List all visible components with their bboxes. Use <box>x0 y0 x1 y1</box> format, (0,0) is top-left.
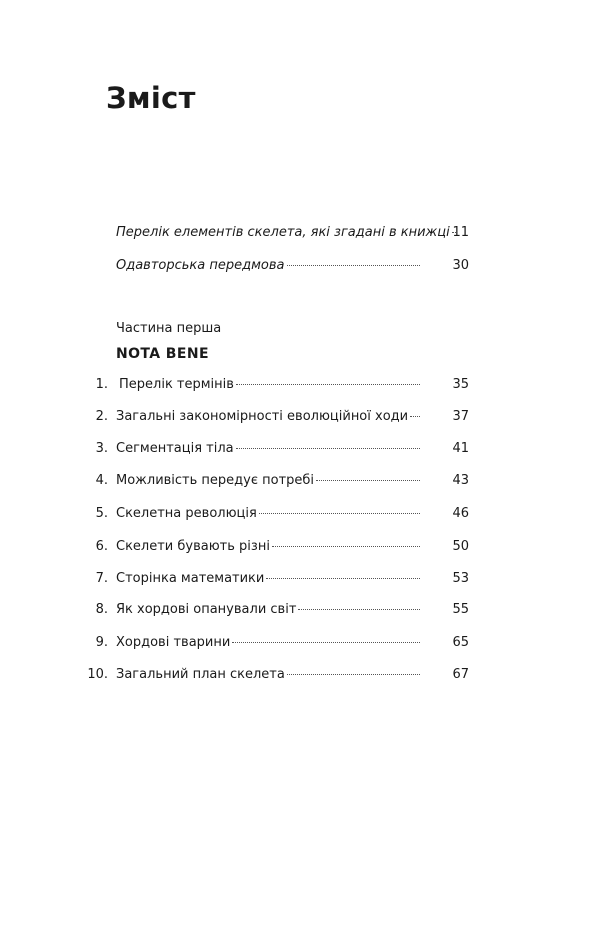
chapter-number: 2. <box>95 409 108 424</box>
toc-chapter-7[interactable] <box>0 570 600 588</box>
chapter-page: 41 <box>452 441 469 456</box>
chapter-page: 43 <box>452 473 469 488</box>
chapter-page: 65 <box>452 635 469 650</box>
toc-chapter-1[interactable] <box>0 376 600 394</box>
toc-chapter-10[interactable] <box>0 666 600 684</box>
chapter-number: 6. <box>95 539 108 554</box>
dot-leader <box>236 448 420 449</box>
toc-entry-page: 11 <box>452 225 469 240</box>
toc-chapter-2[interactable] <box>0 408 600 426</box>
chapter-number: 1. <box>95 377 108 392</box>
chapter-title: Загальні закономірності еволюційної ходи <box>116 409 409 424</box>
chapter-number: 3. <box>95 441 108 456</box>
toc-entry-line <box>116 440 420 458</box>
toc-entry-line <box>116 666 420 684</box>
part-name: NOTA BENE <box>116 346 209 362</box>
chapter-title: Перелік термінів <box>119 377 234 392</box>
toc-entry-line <box>116 224 450 242</box>
dot-leader <box>287 674 420 675</box>
dot-leader <box>272 546 420 547</box>
chapter-page: 37 <box>452 409 469 424</box>
part-label: Частина перша <box>116 321 222 336</box>
toc-chapter-8[interactable] <box>0 601 600 619</box>
toc-entry-line <box>116 472 420 490</box>
chapter-title: Можливість передує потребі <box>116 473 315 488</box>
toc-entry-line <box>116 538 420 556</box>
toc-entry-page: 30 <box>452 258 469 273</box>
toc-chapter-4[interactable] <box>0 472 600 490</box>
toc-entry-skeleton-elements[interactable] <box>0 224 600 242</box>
toc-entry-title: Одавторська передмова <box>116 258 285 273</box>
toc-entry-foreword[interactable] <box>0 257 600 275</box>
toc-entry-line <box>116 505 420 523</box>
toc-entry-line <box>116 408 420 426</box>
chapter-number: 10. <box>87 667 108 682</box>
chapter-page: 55 <box>452 602 469 617</box>
chapter-title: Скелетна революція <box>116 506 257 521</box>
chapter-number: 4. <box>95 473 108 488</box>
chapter-page: 50 <box>452 539 469 554</box>
chapter-title: Загальний план скелета <box>116 667 285 682</box>
chapter-page: 53 <box>452 571 469 586</box>
chapter-number: 7. <box>95 571 108 586</box>
chapter-page: 67 <box>452 667 469 682</box>
toc-chapter-9[interactable] <box>0 634 600 652</box>
dot-leader <box>232 642 420 643</box>
toc-chapter-3[interactable] <box>0 440 600 458</box>
dot-leader <box>259 513 420 514</box>
toc-entry-line <box>119 376 420 394</box>
chapter-title: Скелети бувають різні <box>116 539 270 554</box>
chapter-page: 35 <box>452 377 469 392</box>
dot-leader <box>287 265 420 266</box>
toc-entry-title: Перелік елементів скелета, які згадані в книжці <box>116 225 450 240</box>
toc-entry-line <box>116 570 420 588</box>
dot-leader <box>410 416 420 417</box>
chapter-title: Хордові тварини <box>116 635 231 650</box>
chapter-number: 5. <box>95 506 108 521</box>
chapter-title: Як хордові опанували світ <box>116 602 297 617</box>
toc-chapter-6[interactable] <box>0 538 600 556</box>
chapter-number: 9. <box>95 635 108 650</box>
chapter-title: Сторінка математики <box>116 571 265 586</box>
dot-leader <box>298 609 420 610</box>
toc-entry-line <box>116 601 420 619</box>
chapter-number: 8. <box>95 602 108 617</box>
chapter-title: Сегментація тіла <box>116 441 234 456</box>
dot-leader <box>316 480 420 481</box>
chapter-page: 46 <box>452 506 469 521</box>
page-title: Зміст <box>106 81 196 115</box>
toc-entry-line <box>116 634 420 652</box>
dot-leader <box>266 578 420 579</box>
toc-chapter-5[interactable] <box>0 505 600 523</box>
dot-leader <box>236 384 420 385</box>
toc-entry-line <box>116 257 420 275</box>
